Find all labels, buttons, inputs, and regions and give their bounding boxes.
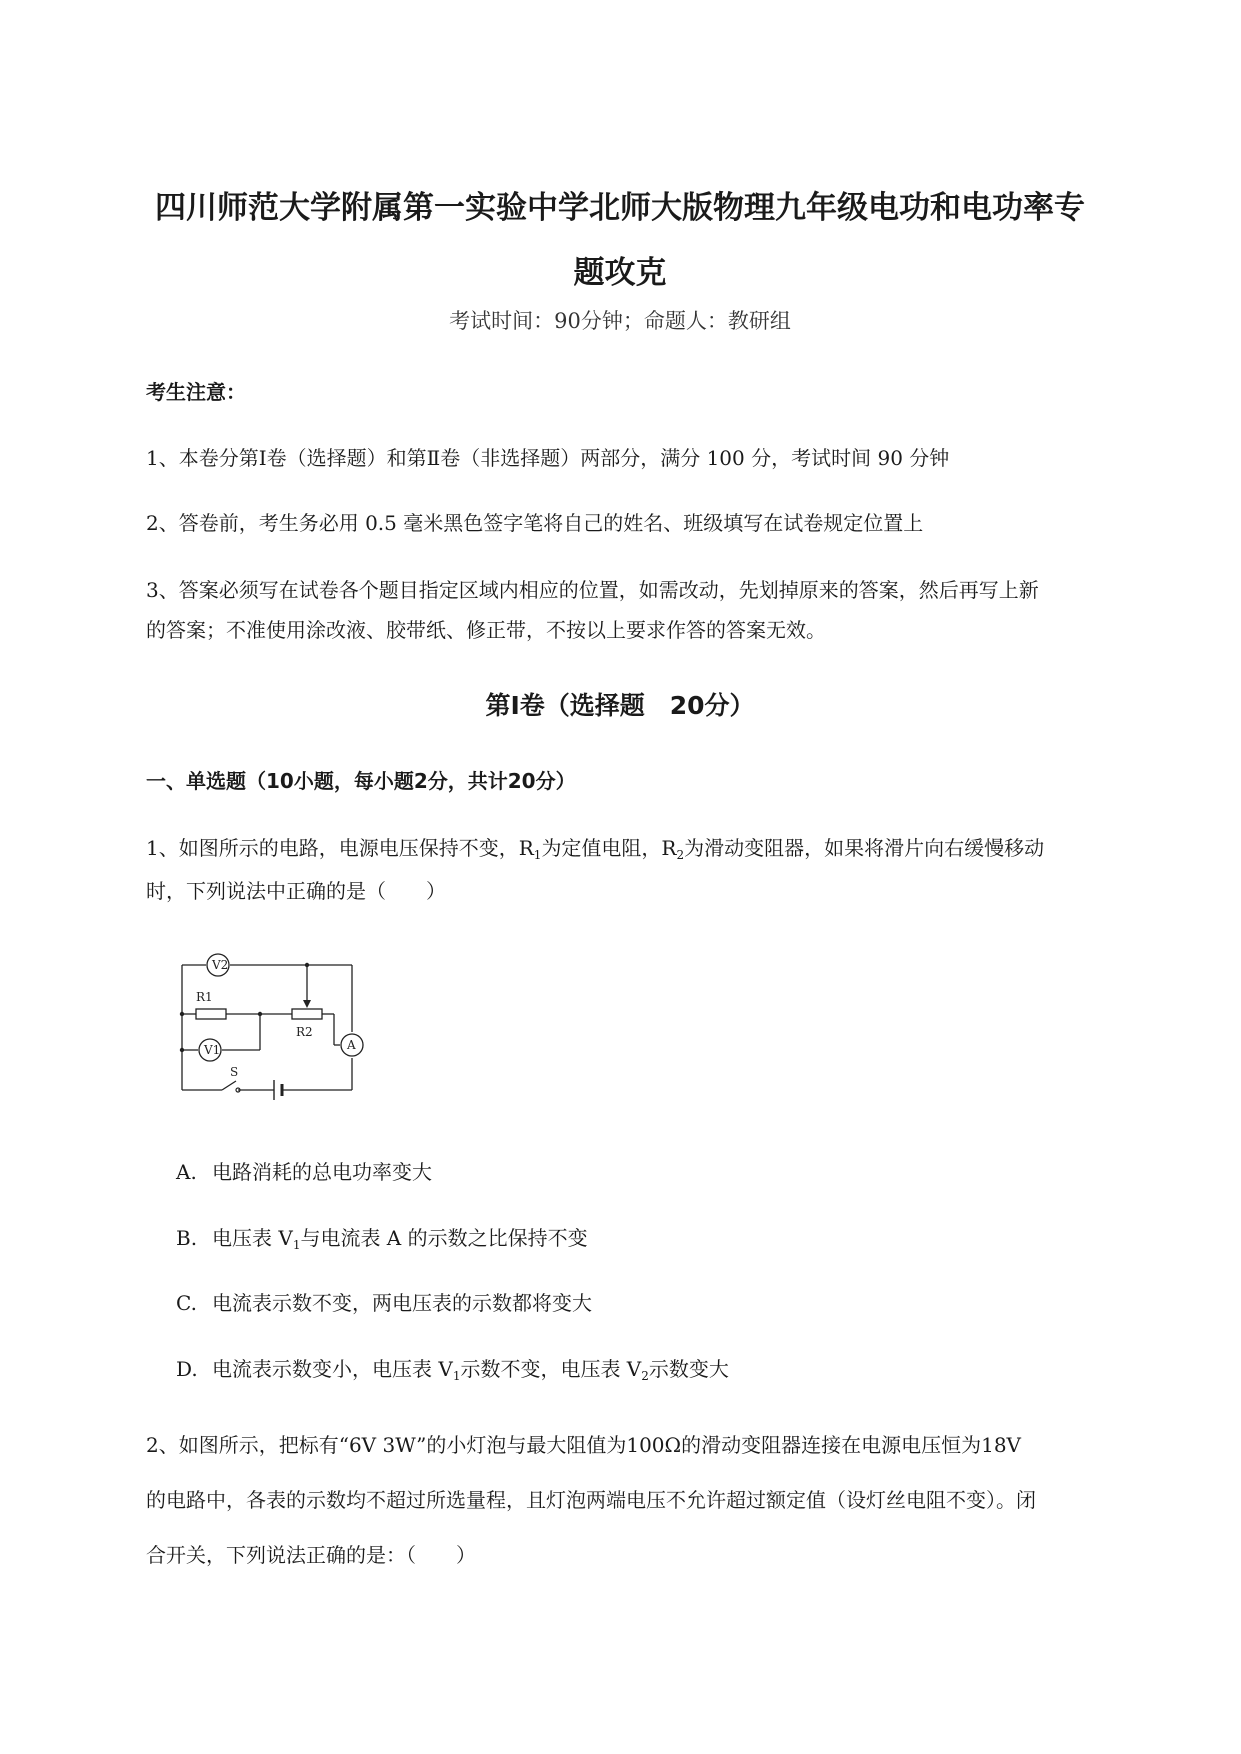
option-d-text-1: 电流表示数变小，电压表 V <box>212 1357 453 1381</box>
resistor-r1-icon <box>196 1009 226 1019</box>
section-title: 第Ⅰ卷（选择题 20分） <box>485 691 755 720</box>
option-b-text-2: 与电流表 A 的示数之比保持不变 <box>300 1226 588 1250</box>
option-c-label: C. <box>176 1291 197 1315</box>
option-a[interactable] <box>176 1156 432 1185</box>
label-r1: R1 <box>196 990 213 1004</box>
switch-icon <box>222 1081 236 1090</box>
notice-item-3-line2: 的答案；不准使用涂改液、胶带纸、修正带，不按以上要求作答的答案无效。 <box>146 618 826 642</box>
option-d-sub-2: 2 <box>641 1369 649 1383</box>
q1-text-2: 为定值电阻，R <box>541 836 677 860</box>
option-b-sub: 1 <box>292 1238 301 1252</box>
slider-arrow-icon <box>303 1000 311 1008</box>
q1-sub-2: 2 <box>676 848 685 862</box>
option-a-text: 电路消耗的总电功率变大 <box>212 1160 432 1184</box>
battery-icon <box>274 1080 282 1100</box>
option-c-text: 电流表示数不变，两电压表的示数都将变大 <box>212 1291 592 1315</box>
option-b-text-1: 电压表 V <box>212 1226 293 1250</box>
option-d-text-3: 示数变大 <box>648 1357 729 1381</box>
label-v2: V2 <box>212 958 229 972</box>
notice-item-3-line1: 3、答案必须写在试卷各个题目指定区域内相应的位置，如需改动，先划掉原来的答案，然后再写上新 <box>146 578 1039 602</box>
label-r2: R2 <box>296 1025 313 1039</box>
notice-item-1: 1、本卷分第Ⅰ卷（选择题）和第Ⅱ卷（非选择题）两部分，满分 100 分，考试时间 90 分钟 <box>146 446 950 470</box>
option-d[interactable] <box>176 1353 729 1383</box>
label-s: S <box>230 1065 239 1079</box>
notice-item-2: 2、答卷前，考生务必用 0.5 毫米黑色签字笔将自己的姓名、班级填写在试卷规定位置上 <box>146 511 924 535</box>
option-d-sub-1: 1 <box>452 1369 461 1383</box>
question-1-line1 <box>146 832 1156 862</box>
label-a: A <box>347 1038 356 1052</box>
exam-title-line1: 四川师范大学附属第一实验中学北师大版物理九年级电功和电功率专 <box>155 190 1085 226</box>
exam-title-line2: 题攻克 <box>573 255 667 291</box>
option-d-text-2: 示数不变，电压表 V <box>460 1357 642 1381</box>
notice-heading: 考生注意： <box>146 380 246 404</box>
q1-sub-1: 1 <box>533 848 542 862</box>
option-b[interactable] <box>176 1222 588 1252</box>
option-a-label: A. <box>176 1160 197 1184</box>
q1-text-3: 为滑动变阻器，如果将滑片向右缓慢移动 <box>684 836 1045 860</box>
option-d-label: D. <box>176 1357 198 1381</box>
option-b-label: B. <box>176 1226 198 1250</box>
resistor-r2-icon <box>292 1009 322 1019</box>
circuit-diagram <box>170 940 380 1120</box>
question-1-line2: 时，下列说法中正确的是（ ） <box>146 879 446 903</box>
question-2-line3: 合开关，下列说法正确的是：（ ） <box>146 1543 476 1567</box>
label-v1: V1 <box>204 1043 221 1057</box>
option-c[interactable] <box>176 1287 592 1316</box>
q1-text-1: 1、如图所示的电路，电源电压保持不变，R <box>146 836 534 860</box>
part-heading: 一、单选题（10小题，每小题2分，共计20分） <box>146 769 576 793</box>
exam-subtitle: 考试时间：90分钟；命题人：教研组 <box>449 309 791 333</box>
question-2-line1: 2、如图所示，把标有“6V 3W”的小灯泡与最大阻值为100Ω的滑动变阻器连接在电源电压恒为18V <box>146 1433 1021 1457</box>
question-2-line2: 的电路中，各表的示数均不超过所选量程，且灯泡两端电压不允许超过额定值（设灯丝电阻不变）。闭 <box>146 1488 1036 1512</box>
